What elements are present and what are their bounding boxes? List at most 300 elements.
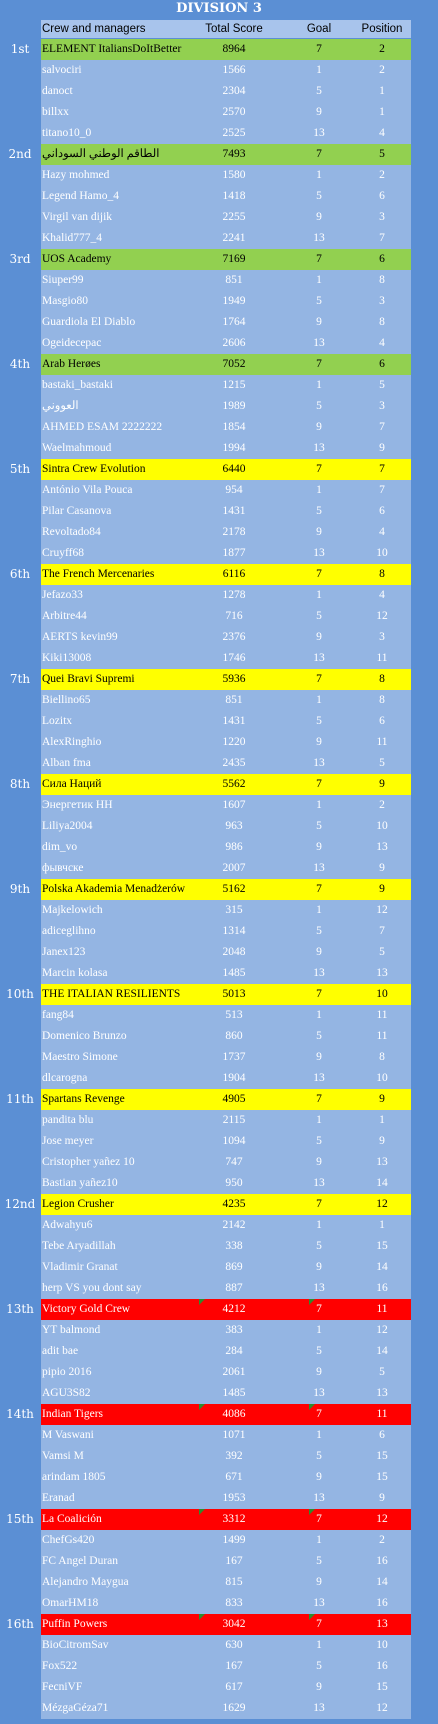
manager-position: 4 (379, 337, 385, 349)
manager-goal: 5 (316, 715, 322, 727)
manager-score: 671 (225, 1471, 243, 1483)
manager-row (41, 186, 411, 207)
manager-row (41, 1530, 411, 1551)
manager-row (41, 81, 411, 102)
manager-position: 5 (379, 946, 385, 958)
manager-row (41, 1005, 411, 1026)
manager-position: 2 (379, 799, 385, 811)
crew-name: Сила Наций (42, 778, 102, 790)
manager-name: Liliya2004 (42, 820, 93, 832)
crew-score: 5562 (222, 778, 246, 790)
manager-score: 1485 (222, 967, 246, 979)
manager-position: 16 (376, 1660, 388, 1672)
manager-score: 315 (225, 904, 243, 916)
manager-position: 11 (376, 736, 388, 748)
manager-score: 1220 (222, 736, 246, 748)
manager-row (41, 858, 411, 879)
crew-row (9, 774, 411, 795)
manager-name: FecniVF (42, 1681, 83, 1693)
manager-goal: 1 (316, 169, 322, 181)
cell-marker-icon (199, 1404, 205, 1410)
manager-goal: 9 (316, 841, 322, 853)
manager-goal: 5 (316, 610, 322, 622)
manager-row (41, 207, 411, 228)
manager-row (41, 312, 411, 333)
manager-position: 12 (376, 904, 388, 916)
manager-goal: 5 (316, 85, 322, 97)
crew-position: 11 (376, 1303, 388, 1315)
manager-name: herp VS you dont say (42, 1282, 142, 1294)
standings-table (4, 39, 411, 1719)
manager-goal: 13 (313, 862, 325, 874)
crew-score: 3042 (222, 1618, 246, 1630)
manager-position: 6 (379, 1429, 385, 1441)
manager-position: 1 (379, 106, 385, 118)
manager-row (41, 627, 411, 648)
crew-name: Spartans Revenge (42, 1093, 125, 1105)
manager-score: 167 (225, 1660, 243, 1672)
division-title: DIVISION 3 (176, 1, 262, 16)
crew-row (9, 879, 411, 900)
crew-name: Arab Herøes (42, 358, 101, 370)
crew-row (6, 1089, 411, 1110)
manager-goal: 1 (316, 1324, 322, 1336)
rank-label: 1st (10, 42, 30, 56)
manager-goal: 1 (316, 1429, 322, 1441)
manager-name: Cruyff68 (42, 547, 84, 559)
crew-score: 8964 (222, 43, 246, 55)
manager-row (41, 711, 411, 732)
manager-name: Bastian yañez10 (42, 1177, 118, 1189)
manager-score: 716 (225, 610, 243, 622)
manager-row (41, 1593, 411, 1614)
manager-score: 1953 (222, 1492, 246, 1504)
manager-name: billxx (42, 106, 69, 118)
manager-goal: 13 (313, 967, 325, 979)
manager-name: M Vaswani (42, 1429, 94, 1441)
crew-goal: 7 (316, 463, 322, 475)
manager-name: Siuper99 (42, 274, 84, 286)
manager-score: 1431 (222, 715, 246, 727)
manager-position: 16 (376, 1555, 388, 1567)
manager-score: 963 (225, 820, 243, 832)
manager-row (41, 1278, 411, 1299)
crew-row (6, 1509, 411, 1530)
manager-name: Biellino65 (42, 694, 91, 706)
crew-goal: 7 (316, 1513, 322, 1525)
manager-score: 1607 (222, 799, 246, 811)
crew-goal: 7 (316, 1303, 322, 1315)
manager-score: 2255 (222, 211, 246, 223)
manager-row (41, 963, 411, 984)
manager-goal: 13 (313, 547, 325, 559)
manager-position: 5 (379, 1366, 385, 1378)
manager-position: 10 (376, 1072, 388, 1084)
manager-name: Vladimir Granat (42, 1261, 118, 1273)
manager-score: 2178 (222, 526, 246, 538)
manager-score: 2525 (222, 127, 246, 139)
manager-position: 9 (379, 862, 385, 874)
crew-name: Victory Gold Crew (42, 1303, 131, 1315)
manager-score: 392 (225, 1450, 243, 1462)
manager-position: 15 (376, 1450, 388, 1462)
manager-name: FC Angel Duran (42, 1555, 119, 1567)
manager-row (41, 1110, 411, 1131)
crew-goal: 7 (316, 148, 322, 160)
manager-position: 9 (379, 442, 385, 454)
manager-goal: 1 (316, 694, 322, 706)
manager-position: 4 (379, 589, 385, 601)
manager-row (41, 1551, 411, 1572)
manager-score: 851 (225, 694, 243, 706)
manager-row (41, 606, 411, 627)
manager-score: 2142 (222, 1219, 246, 1231)
manager-row (41, 648, 411, 669)
manager-position: 8 (379, 316, 385, 328)
crew-position: 9 (379, 778, 385, 790)
header-total-score: Total Score (205, 23, 263, 35)
manager-position: 6 (379, 715, 385, 727)
manager-goal: 9 (316, 316, 322, 328)
manager-score: 1418 (222, 190, 246, 202)
manager-goal: 5 (316, 505, 322, 517)
manager-goal: 13 (313, 1072, 325, 1084)
manager-goal: 9 (316, 736, 322, 748)
crew-name: The French Mercenaries (42, 568, 155, 580)
crew-name: UOS Academy (42, 253, 112, 265)
manager-position: 7 (379, 421, 385, 433)
manager-position: 6 (379, 190, 385, 202)
manager-position: 1 (379, 85, 385, 97)
manager-goal: 5 (316, 190, 322, 202)
manager-goal: 1 (316, 589, 322, 601)
manager-goal: 1 (316, 1219, 322, 1231)
crew-name: Legion Crusher (42, 1198, 114, 1210)
manager-row (41, 417, 411, 438)
manager-row (41, 732, 411, 753)
manager-name: Majkelowich (42, 904, 103, 916)
manager-name: bastaki_bastaki (42, 379, 113, 391)
crew-goal: 7 (316, 673, 322, 685)
manager-score: 950 (225, 1177, 243, 1189)
cell-marker-icon (199, 1509, 205, 1515)
crew-name: الطاقم الوطني السوداني (42, 148, 160, 160)
crew-goal: 7 (316, 1408, 322, 1420)
manager-position: 14 (376, 1576, 388, 1588)
manager-goal: 1 (316, 1534, 322, 1546)
manager-name: dim_vo (42, 841, 78, 853)
manager-name: Marcin kolasa (42, 967, 108, 979)
manager-name: OmarHM18 (42, 1597, 99, 1609)
header-crew-and-managers: Crew and managers (42, 23, 146, 35)
manager-row (41, 1488, 411, 1509)
manager-row (41, 1446, 411, 1467)
manager-row (41, 438, 411, 459)
crew-name: La Coalición (42, 1513, 102, 1525)
manager-score: 1989 (222, 400, 246, 412)
manager-score: 2048 (222, 946, 246, 958)
crew-position: 10 (376, 988, 388, 1000)
manager-position: 7 (379, 232, 385, 244)
crew-score: 6116 (222, 568, 246, 580)
manager-name: Pilar Casanova (42, 505, 112, 517)
crew-position: 6 (379, 358, 385, 370)
manager-goal: 13 (313, 337, 325, 349)
manager-row (41, 1131, 411, 1152)
manager-score: 2304 (222, 85, 246, 97)
manager-goal: 13 (313, 442, 325, 454)
manager-score: 1746 (222, 652, 246, 664)
manager-name: Jefazo33 (42, 589, 83, 601)
crew-name: Puffin Powers (42, 1618, 108, 1630)
crew-score: 6440 (222, 463, 246, 475)
manager-score: 1499 (222, 1534, 246, 1546)
cell-marker-icon (309, 1404, 315, 1410)
crew-row (6, 984, 411, 1005)
manager-score: 167 (225, 1555, 243, 1567)
manager-goal: 13 (313, 1702, 325, 1714)
manager-score: 1877 (222, 547, 246, 559)
crew-score: 5013 (222, 988, 246, 1000)
manager-row (41, 501, 411, 522)
manager-name: Maestro Simone (42, 1051, 118, 1063)
manager-name: AlexRinghio (42, 736, 102, 748)
manager-goal: 5 (316, 1345, 322, 1357)
crew-row (6, 1404, 411, 1425)
manager-goal: 13 (313, 757, 325, 769)
manager-score: 2115 (222, 1114, 246, 1126)
manager-name: Alban fma (42, 757, 91, 769)
manager-goal: 9 (316, 1576, 322, 1588)
crew-score: 4212 (222, 1303, 246, 1315)
manager-row (41, 921, 411, 942)
manager-goal: 13 (313, 127, 325, 139)
manager-name: Cristopher yañez 10 (42, 1156, 135, 1168)
manager-position: 12 (376, 1324, 388, 1336)
header-position: Position (361, 23, 403, 35)
manager-position: 2 (379, 1534, 385, 1546)
rank-label: 6th (9, 567, 31, 581)
manager-name: Khalid777_4 (42, 232, 103, 244)
manager-row (41, 123, 411, 144)
manager-row (41, 291, 411, 312)
manager-row (41, 690, 411, 711)
manager-name: Arbitre44 (42, 610, 87, 622)
cell-marker-icon (199, 1614, 205, 1620)
manager-score: 1485 (222, 1387, 246, 1399)
manager-row (41, 900, 411, 921)
manager-goal: 13 (313, 1597, 325, 1609)
manager-name: Janex123 (42, 946, 86, 958)
crew-row (9, 354, 411, 375)
manager-score: 860 (225, 1030, 243, 1042)
cell-marker-icon (309, 1299, 315, 1305)
manager-name: Lozitx (42, 715, 73, 727)
crew-score: 7169 (222, 253, 246, 265)
rank-label: 4th (9, 357, 31, 371)
manager-score: 1278 (222, 589, 246, 601)
manager-name: Энергетик НН (42, 799, 113, 811)
manager-name: arindam 1805 (42, 1471, 106, 1483)
manager-row (41, 333, 411, 354)
manager-score: 383 (225, 1324, 243, 1336)
crew-row (6, 1614, 411, 1635)
cell-marker-icon (309, 1509, 315, 1515)
manager-row (41, 1152, 411, 1173)
manager-name: Guardiola El Diablo (42, 316, 136, 328)
crew-name: Indian Tigers (42, 1408, 104, 1420)
crew-position: 8 (379, 673, 385, 685)
manager-row (41, 1656, 411, 1677)
manager-score: 1071 (222, 1429, 246, 1441)
manager-name: titano10_0 (42, 127, 92, 139)
manager-position: 5 (379, 757, 385, 769)
manager-goal: 9 (316, 526, 322, 538)
manager-name: adiceglihno (42, 925, 96, 937)
rank-label: 16th (6, 1617, 34, 1631)
manager-score: 630 (225, 1639, 243, 1651)
manager-position: 12 (376, 1702, 388, 1714)
manager-row (41, 396, 411, 417)
crew-score: 4235 (222, 1198, 246, 1210)
manager-position: 3 (379, 631, 385, 643)
manager-row (41, 228, 411, 249)
manager-goal: 1 (316, 379, 322, 391)
manager-name: Alejandro Maygua (42, 1576, 129, 1588)
manager-row (41, 1425, 411, 1446)
cell-marker-icon (199, 1299, 205, 1305)
manager-score: 513 (225, 1009, 243, 1021)
manager-name: Domenico Brunzo (42, 1030, 127, 1042)
manager-position: 10 (376, 1639, 388, 1651)
manager-position: 2 (379, 169, 385, 181)
manager-score: 1764 (222, 316, 246, 328)
manager-name: António Vila Pouca (42, 484, 133, 496)
manager-goal: 9 (316, 106, 322, 118)
manager-position: 9 (379, 1492, 385, 1504)
manager-score: 1854 (222, 421, 246, 433)
manager-position: 8 (379, 274, 385, 286)
manager-row (41, 1173, 411, 1194)
crew-position: 13 (376, 1618, 388, 1630)
manager-score: 1566 (222, 64, 246, 76)
manager-name: العووني (42, 400, 79, 412)
manager-name: pandita blu (42, 1114, 94, 1126)
manager-goal: 13 (313, 1177, 325, 1189)
manager-name: dlcarogna (42, 1072, 88, 1084)
table-header (41, 20, 411, 38)
crew-score: 3312 (222, 1513, 246, 1525)
manager-position: 10 (376, 820, 388, 832)
manager-score: 1431 (222, 505, 246, 517)
manager-row (41, 942, 411, 963)
rank-label: 15th (6, 1512, 34, 1526)
manager-goal: 9 (316, 946, 322, 958)
crew-row (9, 249, 411, 270)
manager-row (41, 1362, 411, 1383)
manager-goal: 5 (316, 1030, 322, 1042)
manager-name: Kiki13008 (42, 652, 92, 664)
crew-row (4, 1194, 411, 1215)
manager-position: 4 (379, 526, 385, 538)
manager-row (41, 480, 411, 501)
crew-position: 5 (379, 148, 385, 160)
crew-goal: 7 (316, 1198, 322, 1210)
manager-row (41, 1341, 411, 1362)
manager-position: 11 (376, 652, 388, 664)
manager-position: 3 (379, 295, 385, 307)
manager-name: Revoltado84 (42, 526, 101, 538)
manager-goal: 1 (316, 799, 322, 811)
manager-score: 986 (225, 841, 243, 853)
manager-score: 2376 (222, 631, 246, 643)
manager-row (41, 165, 411, 186)
crew-row (9, 564, 411, 585)
manager-score: 851 (225, 274, 243, 286)
manager-row (41, 1677, 411, 1698)
manager-name: YT balmond (42, 1324, 101, 1336)
manager-goal: 5 (316, 1450, 322, 1462)
manager-score: 815 (225, 1576, 243, 1588)
manager-goal: 1 (316, 1009, 322, 1021)
rank-label: 9th (9, 882, 31, 896)
rank-label: 7th (9, 672, 31, 686)
manager-score: 1580 (222, 169, 246, 181)
manager-score: 1629 (222, 1702, 246, 1714)
rank-label: 12nd (4, 1197, 36, 1211)
manager-row (41, 753, 411, 774)
manager-goal: 9 (316, 1261, 322, 1273)
manager-name: Vamsi M (42, 1450, 84, 1462)
crew-position: 12 (376, 1513, 388, 1525)
manager-goal: 1 (316, 904, 322, 916)
manager-goal: 13 (313, 1492, 325, 1504)
manager-position: 4 (379, 127, 385, 139)
manager-name: pipio 2016 (42, 1366, 92, 1378)
manager-row (41, 1572, 411, 1593)
manager-position: 11 (376, 1009, 388, 1021)
manager-row (41, 1215, 411, 1236)
manager-goal: 9 (316, 1051, 322, 1063)
crew-row (9, 669, 411, 690)
crew-position: 8 (379, 568, 385, 580)
rank-label: 3rd (9, 252, 31, 266)
manager-name: Fox522 (42, 1660, 78, 1672)
manager-row (41, 837, 411, 858)
manager-row (41, 816, 411, 837)
manager-score: 2606 (222, 337, 246, 349)
crew-position: 12 (376, 1198, 388, 1210)
cell-marker-icon (309, 1614, 315, 1620)
manager-goal: 9 (316, 1681, 322, 1693)
manager-name: Hazy mohmed (42, 169, 110, 181)
manager-position: 6 (379, 505, 385, 517)
manager-position: 15 (376, 1240, 388, 1252)
manager-goal: 5 (316, 1240, 322, 1252)
manager-row (41, 522, 411, 543)
manager-name: fang84 (42, 1009, 74, 1021)
crew-position: 7 (379, 463, 385, 475)
crew-goal: 7 (316, 43, 322, 55)
manager-goal: 9 (316, 211, 322, 223)
manager-score: 2007 (222, 862, 246, 874)
manager-position: 13 (376, 841, 388, 853)
manager-goal: 13 (313, 652, 325, 664)
manager-score: 869 (225, 1261, 243, 1273)
manager-score: 338 (225, 1240, 243, 1252)
crew-goal: 7 (316, 568, 322, 580)
manager-goal: 9 (316, 631, 322, 643)
